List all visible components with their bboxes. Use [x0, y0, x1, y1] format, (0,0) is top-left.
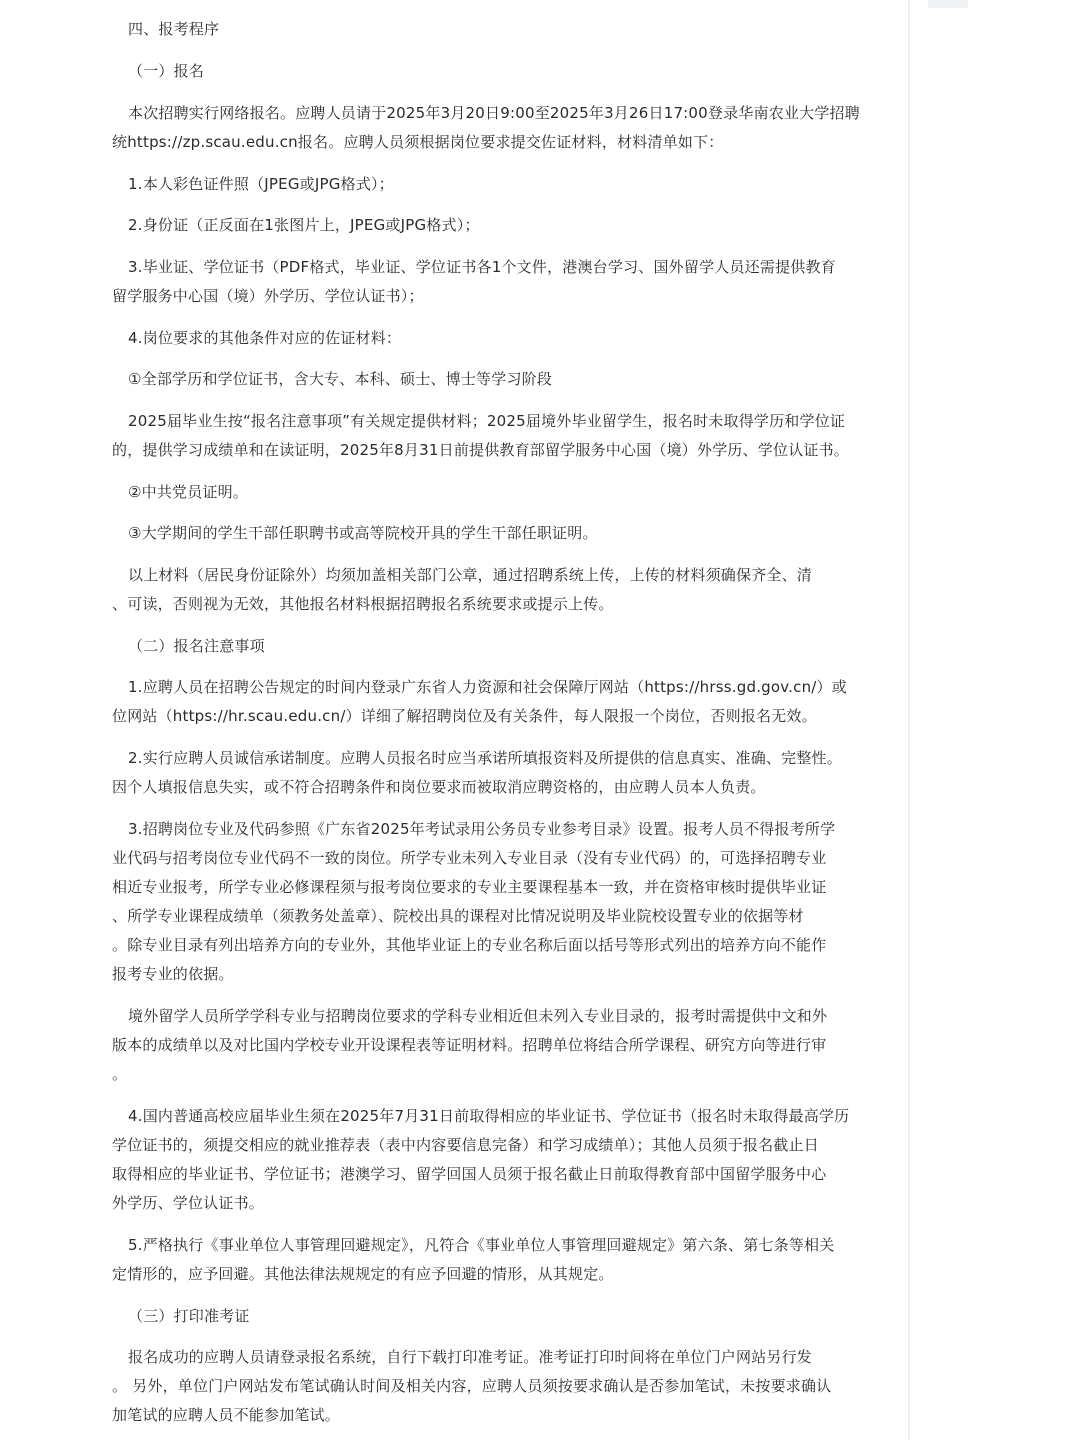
paragraph-line: 。	[112, 1065, 128, 1083]
paragraph-line: 位网站（https://hr.scau.edu.cn/）详细了解招聘岗位及有关条件，每人限报一个岗位，否则报名无效。	[112, 707, 817, 725]
paragraph-line: 、可读，否则视为无效，其他报名材料根据招聘报名系统要求或提示上传。	[112, 595, 614, 613]
section-heading-procedure: 四、报考程序	[128, 20, 220, 38]
paragraph-line: 报考专业的依据。	[112, 965, 234, 983]
paragraph-line: 4.国内普通高校应届毕业生须在2025年7月31日前取得相应的毕业证书、学位证书（报名时未取得最高学历	[128, 1107, 850, 1125]
paragraph-line: 外学历、学位认证书。	[112, 1194, 265, 1212]
paragraph-line: 1.应聘人员在招聘公告规定的时间内登录广东省人力资源和社会保障厅网站（https://hrss.gd.gov.cn/）或	[128, 678, 847, 696]
paragraph-line: 取得相应的毕业证书、学位证书；港澳学习、留学回国人员须于报名截止日前取得教育部中国留学服务中心	[112, 1165, 827, 1183]
paragraph-line: 报名成功的应聘人员请登录报名系统，自行下载打印准考证。准考证打印时间将在单位门户网站另行发	[128, 1348, 813, 1366]
list-item: 4.岗位要求的其他条件对应的佐证材料：	[128, 329, 402, 347]
paragraph-line: 2025届毕业生按“报名注意事项”有关规定提供材料；2025届境外毕业留学生，报名时未取得学历和学位证	[128, 412, 846, 430]
paragraph-line: 。 另外，单位门户网站发布笔试确认时间及相关内容，应聘人员须按要求确认是否参加笔试，未按要求确认	[112, 1377, 832, 1395]
paragraph-line: 统https://zp.scau.edu.cn报名。应聘人员须根据岗位要求提交佐证材料，材料清单如下：	[112, 133, 724, 151]
list-item: ①全部学历和学位证书，含大专、本科、硕士、博士等学习阶段	[128, 370, 553, 388]
paragraph-line: 5.严格执行《事业单位人事管理回避规定》，凡符合《事业单位人事管理回避规定》第六条、第七条等相关	[128, 1236, 835, 1254]
list-item: ②中共党员证明。	[128, 483, 249, 501]
paragraph-line: 加笔试的应聘人员不能参加笔试。	[112, 1406, 341, 1424]
paragraph-line: 。除专业目录有列出培养方向的专业外，其他毕业证上的专业名称后面以括号等形式列出的培养方向不能作	[112, 936, 827, 954]
paragraph-line: 定情形的，应予回避。其他法律法规规定的有应予回避的情形，从其规定。	[112, 1265, 614, 1283]
list-item: 留学服务中心国（境）外学历、学位认证书）；	[112, 287, 424, 305]
paragraph-line: 3.招聘岗位专业及代码参照《广东省2025年考试录用公务员专业参考目录》设置。报考人员不得报考所学	[128, 820, 836, 838]
paragraph-line: 、所学专业课程成绩单（须教务处盖章）、院校出具的课程对比情况说明及毕业院校设置专业的依据等材	[112, 907, 804, 925]
subsection-heading-registration: （一）报名	[128, 62, 205, 80]
paragraph-line: 版本的成绩单以及对比国内学校专业开设课程表等证明材料。招聘单位将结合所学课程、研究方向等进行审	[112, 1036, 827, 1054]
list-item: ③大学期间的学生干部任职聘书或高等院校开具的学生干部任职证明。	[128, 524, 598, 542]
list-item: 2.身份证（正反面在1张图片上，JPEG或JPG格式）；	[128, 216, 480, 234]
paragraph-line: 相近专业报考，所学专业必修课程须与报考岗位要求的专业主要课程基本一致，并在资格审核时提供毕业证	[112, 878, 827, 896]
paragraph-line: 学位证书的，须提交相应的就业推荐表（表中内容要信息完备）和学习成绩单）；其他人员须于报名截止日	[112, 1136, 819, 1154]
paragraph-line: 的，提供学习成绩单和在读证明，2025年8月31日前提供教育部留学服务中心国（境）外学历、学位认证书。	[112, 441, 850, 459]
paragraph-line: 境外留学人员所学学科专业与招聘岗位要求的学科专业相近但未列入专业目录的，报考时需提供中文和外	[128, 1007, 828, 1025]
subsection-heading-admission-ticket: （三）打印准考证	[128, 1307, 250, 1325]
paragraph-line: 本次招聘实行网络报名。应聘人员请于2025年3月20日9:00至2025年3月26日17:00登录华南农业大学招聘	[128, 104, 860, 122]
paragraph-line: 因个人填报信息失实，或不符合招聘条件和岗位要求而被取消应聘资格的，由应聘人员本人负责。	[112, 778, 766, 796]
list-item: 3.毕业证、学位证书（PDF格式，毕业证、学位证书各1个文件，港澳台学习、国外留学人员还需提供教育	[128, 258, 836, 276]
subsection-heading-notes: （二）报名注意事项	[128, 637, 265, 655]
paragraph-line: 业代码与招考岗位专业代码不一致的岗位。所学专业未列入专业目录（没有专业代码）的，可选择招聘专业	[112, 849, 827, 867]
list-item: 1.本人彩色证件照（JPEG或JPG格式）；	[128, 175, 394, 193]
paragraph-line: 2.实行应聘人员诚信承诺制度。应聘人员报名时应当承诺所填报资料及所提供的信息真实、准确、完整性。	[128, 749, 842, 767]
paragraph-line: 以上材料（居民身份证除外）均须加盖相关部门公章，通过招聘系统上传，上传的材料须确保齐全、清	[128, 566, 813, 584]
